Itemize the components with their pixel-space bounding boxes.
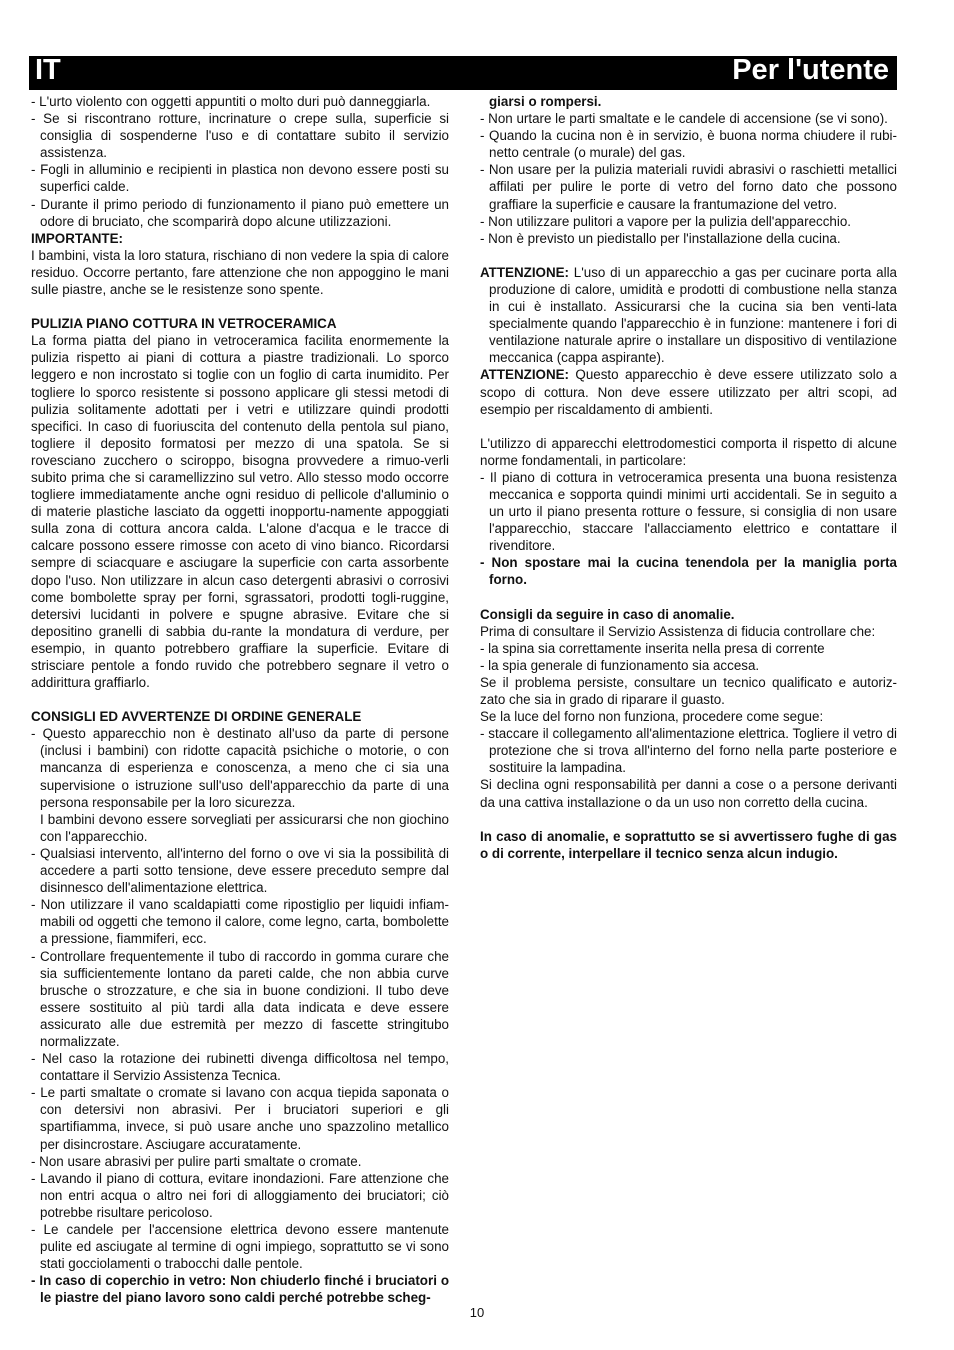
attenzione-text: L'uso di un apparecchio a gas per cucinare porta alla produzione di calore, umidità e prodotti di combustione nella stanza in cui è installato. Assicurarsi che la cucina sia ben venti-lata specialmente quando l'apparecchio è in funzione: mantenere i fori di ventilazione naturale aprire o installare un dispositivo di ventilazione meccanica (cappa aspirante).: [489, 264, 897, 366]
page-number: 10: [469, 1305, 485, 1320]
pulizia-text: La forma piatta del piano in vetroceramica facilita enormemente la pulizia rispetto ai piani di cottura a piastre tradizionali. Lo sporco leggero e non incrostato si toglie con un foglio di carta inumidito. Per togliere lo sporco resistente si possono applicare gli stessi metodi di pulizia solitamente adottati per i vetri e utilizzare quindi prodotti specifici. In caso di fuoriuscita del contenuto della pentola sul piano, togliere il deposito formatosi per mezzo di una spatola. Se si rovesciano zucchero o sciroppo, bisogna provvedere a rimuo-verli subito prima che si caramellizzino sul vetro. Allo stesso modo occorre togliere immediatamente anche ogni residuo di pellicole d'alluminio o di materie plastiche lasciato da oggetti inopportu-namente appoggiati sulla zona di cottura ancora calda. L'alone d'acqua e le tracce di calcare possono essere rimosse con aceto di vino bianco. Ricordarsi sempre di sciacquare e asciugare la superficie con carta assorbente dopo l'uso. Non utilizzare in alcun caso detergenti abrasivi o corrosivi come bombolette spray per forni, sgrassatori, prodotti togli-ruggine, detersivi lucidanti in polvere e spugne abrasive. Evitare che si depositino granelli di sabbia du-rante la mondatura di verdure, per esempio, in quanto potrebbero graffiare la superficie. Evitare di strisciare pentole a fondo ruvido che potrebbero segnare il vetro o addirittura graffiarlo.: [31, 333, 449, 691]
language-code: IT: [35, 54, 61, 86]
consigli-item: - Le parti smaltate o cromate si lavano con acqua tiepida saponata o con detersivi non abrasivi. Per i bruciatori superiori e gli spartifiamma, invece, si può usare anche uno spazzolino metallico per disincrostare. Asciugare accuratamente.: [31, 1085, 449, 1152]
consigli-item: - Nel caso la rotazione dei rubinetti divenga difficoltosa nel tempo, contattare il Servizio Assistenza Tecnica.: [31, 1051, 449, 1084]
anomalie-intro: Prima di consultare il Servizio Assistenza di fiducia controllare che:: [480, 623, 876, 639]
consigli-item: - Non usare abrasivi per pulire parti smaltate o cromate.: [31, 1153, 362, 1169]
attenzione-text: Questo apparecchio è deve essere utilizzato solo a scopo di cottura. Non deve essere utilizzato per altri scopi, ad esempio per riscaldamento di ambienti.: [480, 367, 897, 417]
anomalie-text: Se la luce del forno non funziona, procedere come segue:: [480, 709, 824, 725]
pulizia-heading: PULIZIA PIANO COTTURA IN VETROCERAMICA: [31, 316, 337, 332]
right-column: [480, 93, 897, 862]
attenzione-label: ATTENZIONE:: [480, 264, 570, 280]
anomalie-item: - la spia generale di funzionamento sia accesa.: [480, 657, 760, 673]
utilizzo-text: L'utilizzo di apparecchi elettrodomestici comporta il rispetto di alcune norme fondamentali, in particolare:: [480, 435, 897, 468]
continuation-text: giarsi o rompersi.: [489, 94, 602, 109]
right-item: - Non è previsto un piedistallo per l'installazione della cucina.: [480, 230, 841, 246]
right-item: - Non utilizzare pulitori a vapore per la pulizia dell'apparecchio.: [480, 213, 851, 229]
consigli-item-bold: - In caso di coperchio in vetro: Non chiuderlo finché i bruciatori o le piastre del piano lavoro sono caldi perché potrebbe scheg-: [31, 1273, 449, 1306]
consigli-item: - Questo apparecchio non è destinato all'uso da parte di persone (inclusi i bambini) con ridotte capacità psichiche o motorie, o con mancanza di esperienza e conoscenza, a meno che ci sia una supervisione o istruzione sull'uso dell'apparecchio da parte di una persona responsabile per la loro sicurezza.: [31, 726, 449, 810]
attenzione-gas: [480, 264, 897, 367]
utilizzo-bold-item: - Non spostare mai la cucina tenendola per la maniglia porta forno.: [480, 555, 897, 588]
anomalie-text: Si declina ogni responsabilità per danni a cose o a persone derivanti da una cattiva installazione o da un uso non corretto della cucina.: [480, 777, 897, 810]
consigli-heading: CONSIGLI ED AVVERTENZE DI ORDINE GENERALE: [31, 709, 362, 725]
intro-item: - L'urto violento con oggetti appuntiti o molto duri può danneggiarla.: [31, 94, 431, 109]
right-item: - Quando la cucina non è in servizio, è buona norma chiudere il rubi-netto centrale (o murale) del gas.: [480, 128, 897, 161]
consigli-item: - Le candele per l'accensione elettrica devono essere mantenute pulite ed asciugate al termine di ogni impiego, soprattutto se vi sono stati gocciolamenti o trabocchi dalle pentole.: [31, 1222, 449, 1272]
page-title: Per l'utente: [732, 54, 889, 86]
anomalie-item: - la spina sia correttamente inserita nella presa di corrente: [480, 640, 825, 656]
header-bar: [29, 56, 897, 90]
right-item: - Non urtare le parti smaltate e le candele di accensione (se vi sono).: [480, 111, 888, 127]
anomalie-item: - staccare il collegamento all'alimentazione elettrica. Togliere il vetro di protezione che si trova all'interno del forno nella parte posteriore e sostituire la lampadina.: [480, 726, 897, 776]
importante-heading: IMPORTANTE:: [31, 230, 123, 246]
importante-text: I bambini, vista la loro statura, rischiano di non vedere la spia di calore residuo. Occorre pertanto, fare attenzione che non appoggino le mani sulle piastre, anche se le resistenze sono spente.: [31, 247, 449, 298]
final-warning: In caso di anomalie, e soprattutto se si avvertissero fughe di gas o di corrente, interpellare il tecnico senza alcun indugio.: [480, 828, 897, 861]
anomalie-heading: Consigli da seguire in caso di anomalie.: [480, 606, 735, 622]
consigli-item: - Non utilizzare il vano scaldapiatti come ripostiglio per liquidi infiam-mabili od oggetti che temono il calore, come legno, carta, bombolette a pressione, fiammiferi, ecc.: [31, 897, 449, 947]
intro-item: - Durante il primo periodo di funzionamento il piano può emettere un odore di bruciato, che scomparirà dopo alcune utilizzazioni.: [31, 196, 449, 229]
anomalie-text: Se il problema persiste, consultare un tecnico qualificato e autoriz-zato che sia in grado di riparare il guasto.: [480, 674, 897, 707]
utilizzo-item: - Il piano di cottura in vetroceramica presenta una buona resistenza meccanica e sopporta quindi minimi urti accidentali. Se in seguito a un urto il piano presenta rotture o fessure, si consiglia di non usare l'apparecchio, staccare l'allacciamento elettrico e contattare il rivenditore.: [480, 469, 897, 554]
consigli-item-note: I bambini devono essere sorvegliati per assicurarsi che non giochino con l'apparecchio.: [40, 811, 449, 844]
attenzione-label: ATTENZIONE:: [480, 367, 570, 383]
consigli-item: - Qualsiasi intervento, all'interno del forno o ove vi sia la possibilità di accedere a parti sotto tensione, deve essere preceduto sempre dal disinnesco dell'alimentazione elettrica.: [31, 845, 449, 896]
left-column: [31, 93, 449, 1306]
attenzione-cottura: [480, 366, 897, 417]
consigli-item: - Controllare frequentemente il tubo di raccordo in gomma curare che sia sufficientemente lontano da pareti calde, che non abbia curve brusche o strozzature, e che sia in buone condizioni. Il tubo deve essere sostituito al più tardi alla data indicata e deve essere assicurato alle due estremità per mezzo di fascette stringitubo normalizzate.: [31, 948, 449, 1049]
consigli-item: - Lavando il piano di cottura, evitare inondazioni. Fare attenzione che non entri acqua o altro nei fori di alloggiamento dei bruciatori; ciò potrebbe risultare pericoloso.: [31, 1170, 449, 1220]
intro-item: - Fogli in alluminio e recipienti in plastica non devono essere posti su superfici calde.: [31, 162, 449, 195]
intro-item: - Se si riscontrano rotture, incrinature o crepe sulla, superficie si consiglia di sospenderne l'uso e di contattare subito il servizio assistenza.: [31, 111, 449, 161]
right-item: - Non usare per la pulizia materiali ruvidi abrasivi o raschietti metallici affilati per pulire le porte di vetro del forno dato che possono graffiare la superficie e causare la frantumazione del vetro.: [480, 162, 897, 212]
